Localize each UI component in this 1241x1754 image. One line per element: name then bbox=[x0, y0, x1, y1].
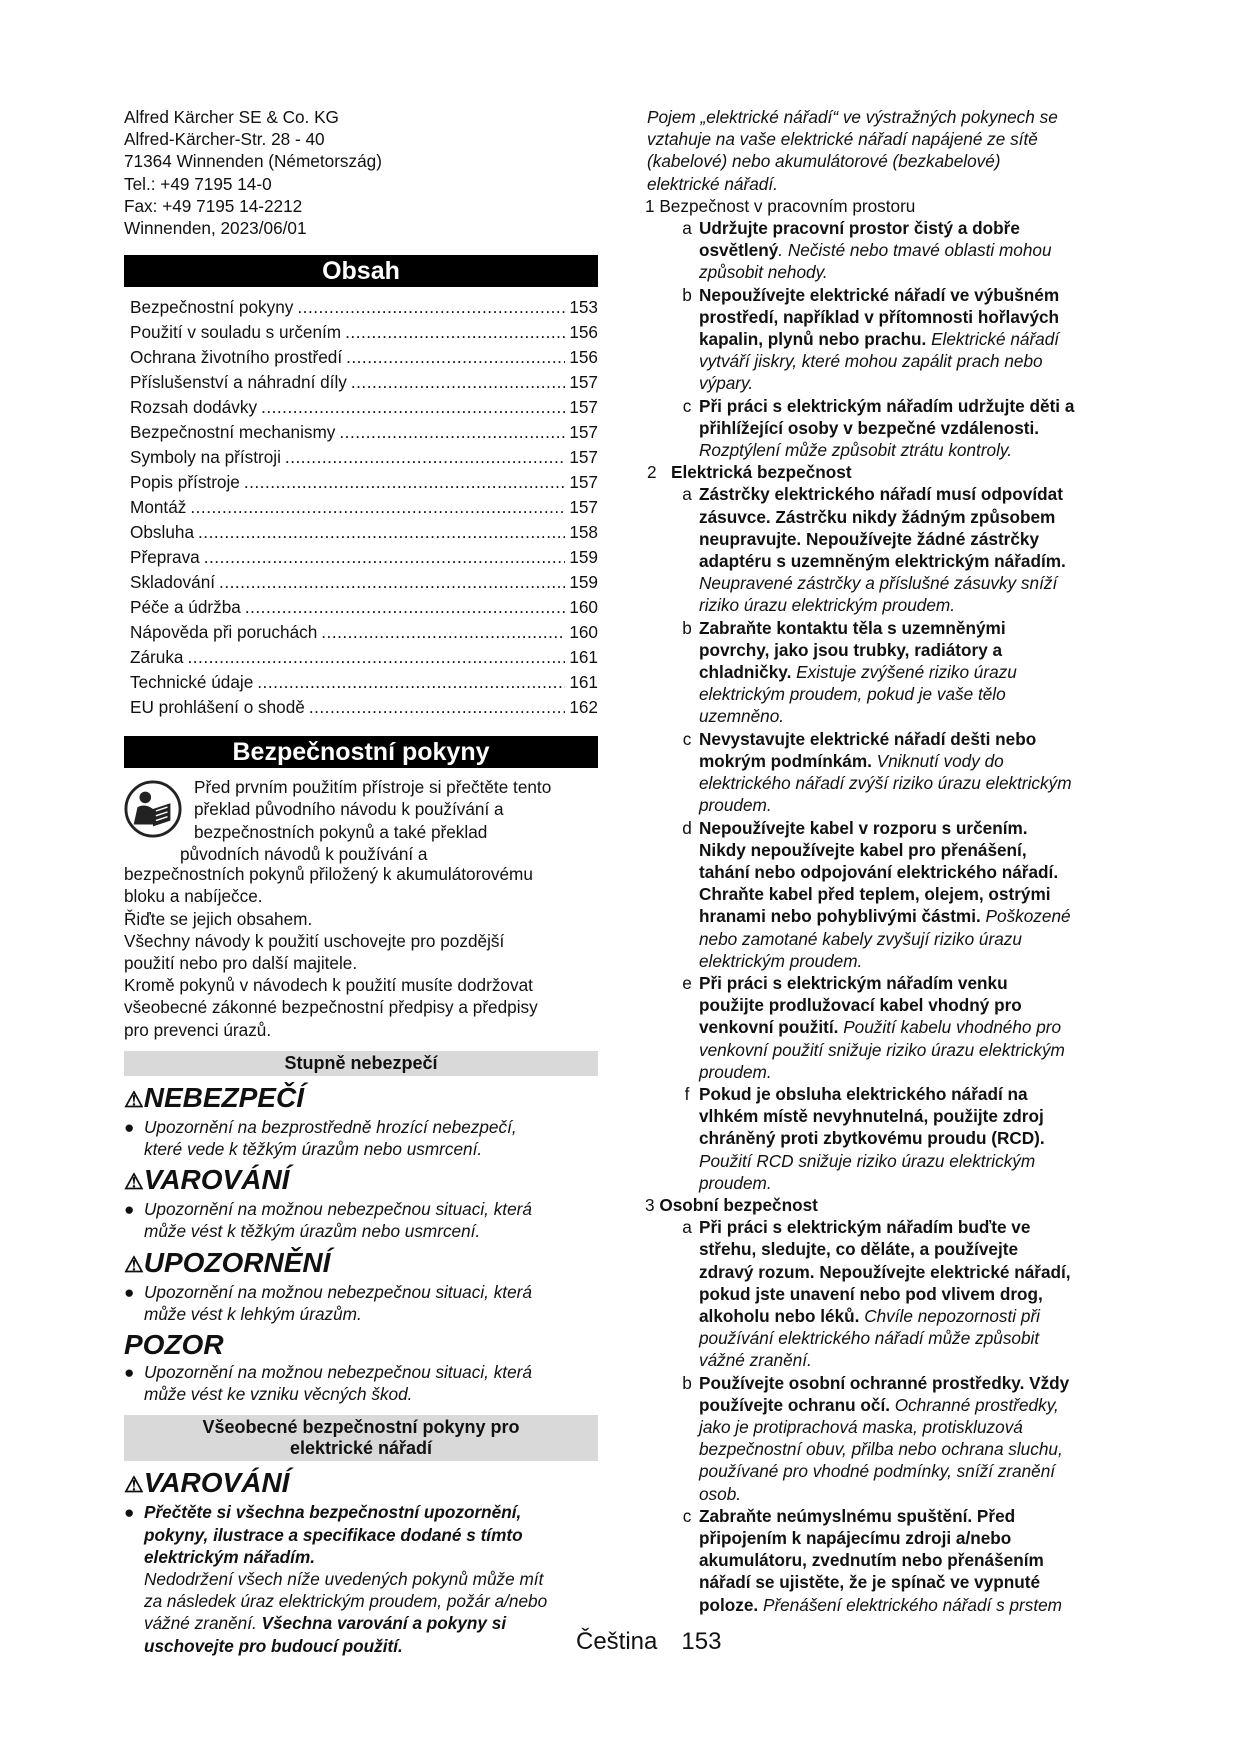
table-of-contents bbox=[124, 295, 598, 720]
bullet-icon: ● bbox=[124, 1281, 135, 1302]
rule-text: výpary. bbox=[699, 373, 754, 394]
toc-entry[interactable] bbox=[124, 670, 598, 695]
rule-text: Chvíle nepozornosti při bbox=[859, 1305, 1040, 1326]
rule-key: c bbox=[682, 395, 692, 416]
rule-text: uzemněno. bbox=[699, 706, 785, 727]
power-tool-definition bbox=[647, 106, 1127, 195]
toc-leader bbox=[204, 545, 566, 570]
hazard-text: Upozornění na možnou nebezpečnou situaci, která bbox=[144, 1362, 532, 1383]
toc-leader bbox=[339, 420, 565, 445]
toc-entry-page: 158 bbox=[569, 522, 598, 543]
rule-bold: Při práci s elektrickým nářadím udržujte děti a bbox=[699, 395, 1075, 416]
rule-bold: Zabraňte kontaktu těla s uzemněnými bbox=[699, 617, 1006, 638]
toc-entry-page: 156 bbox=[569, 322, 598, 343]
toc-entry-title: Rozsah dodávky bbox=[130, 397, 258, 418]
toc-entry[interactable] bbox=[124, 420, 598, 445]
intro-line: bloku a nabíječce. bbox=[124, 886, 263, 907]
rule-bold: chladničky. bbox=[699, 662, 792, 683]
toc-entry-page: 160 bbox=[569, 622, 598, 643]
general-bold-line: uschovejte pro budoucí použití. bbox=[144, 1635, 403, 1656]
intro-line: Všechny návody k použití uschovejte pro pozdější bbox=[124, 930, 505, 951]
rule-bold: použijte prodlužovací kabel vhodný pro bbox=[699, 995, 1022, 1016]
read-manual-line: původních návodů k používání a bbox=[180, 843, 428, 864]
toc-entry-page: 160 bbox=[569, 597, 598, 618]
section-title: Osobní bezpečnost bbox=[659, 1194, 818, 1215]
rule-text: Existuje zvýšené riziko úrazu bbox=[791, 662, 1017, 683]
warning-triangle-icon: ⚠ bbox=[124, 1251, 144, 1277]
general-safety-title-line: elektrické nářadí bbox=[289, 1438, 433, 1459]
read-manual-line: Před prvním použitím přístroje si přečtěte tento bbox=[194, 777, 552, 798]
rule-bold: mokrým podmínkám. bbox=[699, 750, 872, 771]
rule-text: proudem. bbox=[699, 1172, 772, 1193]
rule-bold: Pokud je obsluha elektrického nářadí na bbox=[699, 1083, 1028, 1104]
section-number: 3 bbox=[645, 1194, 655, 1215]
page-number: 153 bbox=[681, 1628, 722, 1655]
rule-bold: vlhkém místě nevyhnutelná, použijte zdroj bbox=[699, 1106, 1044, 1127]
rule-bold: nářadí se ujistěte, že je spínač ve vypnuté bbox=[699, 1572, 1041, 1593]
page-footer bbox=[576, 1628, 721, 1656]
intro-line: všeobecné zákonné bezpečnostní předpisy a předpisy bbox=[124, 997, 538, 1018]
read-manual-icon bbox=[124, 780, 182, 838]
rule-bold: zásuvce. Zástrčku nikdy žádným způsobem bbox=[699, 506, 1056, 527]
rule-text: vážné zranění. bbox=[699, 1350, 812, 1371]
rule-bold: přihlížející osoby v bezpečné vzdálenosti. bbox=[699, 417, 1040, 438]
toc-entry-title: Popis přístroje bbox=[130, 472, 240, 493]
rule-bold: Používejte osobní ochranné prostředky. Vždy bbox=[699, 1372, 1070, 1393]
address-line: Alfred Kärcher SE & Co. KG bbox=[124, 107, 339, 127]
bullet-icon: ● bbox=[124, 1362, 135, 1383]
toc-entry-title: Technické údaje bbox=[130, 672, 254, 693]
toc-leader bbox=[297, 295, 565, 320]
rule-bold: Nepoužívejte elektrické nářadí ve výbušném bbox=[699, 284, 1060, 305]
toc-entry-page: 161 bbox=[569, 672, 598, 693]
definition-line: (kabelové) nebo akumulátorové (bezkabelové) bbox=[647, 151, 1001, 172]
toc-entry-title: Montáž bbox=[130, 497, 187, 518]
toc-leader bbox=[198, 520, 565, 545]
rule-bold: chráněný proti zbytkovému proudu (RCD). bbox=[699, 1128, 1045, 1149]
toc-leader bbox=[244, 470, 565, 495]
rule-text: vytváří jiskry, které mohou zapálit prach nebo bbox=[699, 351, 1043, 372]
toc-entry-page: 162 bbox=[569, 697, 598, 718]
toc-entry-page: 156 bbox=[569, 347, 598, 368]
toc-entry[interactable] bbox=[124, 570, 598, 595]
toc-entry[interactable] bbox=[124, 495, 598, 520]
read-manual-line: bezpečnostních pokynů a také překlad bbox=[194, 821, 488, 842]
rule-key: b bbox=[682, 617, 692, 638]
section-heading bbox=[645, 195, 1127, 217]
rule-text: Elektrické nářadí bbox=[926, 329, 1060, 350]
read-manual-line: překlad původního návodu k používání a bbox=[194, 799, 504, 820]
rule-bold: střehu, sledujte, co děláte, a používejte bbox=[699, 1239, 1019, 1260]
hazard-label: POZOR bbox=[124, 1329, 224, 1361]
toc-entry-title: Obsluha bbox=[130, 522, 195, 543]
rule-item bbox=[675, 1372, 1127, 1505]
hazard-label: VAROVÁNÍ bbox=[143, 1467, 290, 1499]
rule-bold: venkovní použití. bbox=[699, 1017, 839, 1038]
rule-bold: Udržujte pracovní prostor čistý a dobře bbox=[699, 218, 1020, 239]
warning-triangle-icon: ⚠ bbox=[124, 1169, 144, 1195]
rule-item bbox=[675, 217, 1127, 284]
intro-line: bezpečnostních pokynů přiložený k akumulátorovému bbox=[124, 864, 533, 885]
rule-bold: alkoholu nebo léků. bbox=[699, 1305, 860, 1326]
rule-bold: Chraňte kabel před teplem, olejem, ostrými bbox=[699, 884, 1051, 905]
rule-key: d bbox=[682, 817, 692, 838]
safety-intro bbox=[124, 863, 598, 1041]
rule-text: jako je protiprachová maska, protiskluzová bbox=[699, 1416, 1023, 1437]
address-line: Tel.: +49 7195 14-0 bbox=[124, 173, 272, 194]
rule-text: proudem. bbox=[699, 795, 772, 816]
general-bold-line: pokyny, ilustrace a specifikace dodané s tímto bbox=[144, 1524, 523, 1545]
bullet-icon: ● bbox=[124, 1502, 135, 1523]
toc-entry-title: Záruka bbox=[130, 647, 184, 668]
rule-text: způsobit nehody. bbox=[699, 262, 828, 283]
toc-entry-page: 159 bbox=[569, 572, 598, 593]
general-warning-bullet bbox=[124, 1501, 598, 1656]
rule-text: osob. bbox=[699, 1483, 742, 1504]
rule-item bbox=[675, 284, 1127, 395]
rule-bold: Při práci s elektrickým nářadím venku bbox=[699, 972, 1008, 993]
read-manual-block bbox=[124, 776, 598, 866]
warning-triangle-icon: ⚠ bbox=[124, 1086, 144, 1112]
toc-entry[interactable] bbox=[124, 520, 598, 545]
definition-line: vztahuje na vaše elektrické nářadí napájené ze sítě bbox=[647, 129, 1038, 150]
section-title: Bezpečnost v pracovním prostoru bbox=[659, 195, 916, 216]
toc-leader bbox=[346, 345, 565, 370]
toc-leader bbox=[309, 695, 565, 720]
rule-text: proudem. bbox=[699, 1061, 772, 1082]
toc-entry-page: 157 bbox=[569, 472, 598, 493]
toc-entry[interactable] bbox=[124, 320, 598, 345]
toc-entry-page: 157 bbox=[569, 447, 598, 468]
toc-entry-title: Péče a údržba bbox=[130, 597, 241, 618]
hazard-level bbox=[124, 1082, 598, 1160]
rule-key: a bbox=[682, 218, 692, 239]
hazard-text: Upozornění na bezprostředně hrozící nebezpečí, bbox=[144, 1116, 517, 1137]
rule-text: Poškozené bbox=[980, 906, 1071, 927]
toc-leader bbox=[257, 670, 565, 695]
rule-bold: Nikdy nepoužívejte kabel pro přenášení, bbox=[699, 839, 1027, 860]
toc-entry-title: Bezpečnostní mechanismy bbox=[130, 422, 336, 443]
general-bold-line: Všechna varování a pokyny si bbox=[261, 1613, 507, 1634]
toc-entry-page: 157 bbox=[569, 372, 598, 393]
rule-bold: Zástrčky elektrického nářadí musí odpovídat bbox=[699, 484, 1063, 505]
toc-entry-page: 157 bbox=[569, 397, 598, 418]
address-block bbox=[124, 106, 598, 239]
rule-bold: prostředí, například v přítomnosti hořlavých bbox=[699, 306, 1060, 327]
section-number: 2 bbox=[647, 462, 657, 483]
rule-bold: adaptéru s uzemněným elektrickým nářadím. bbox=[699, 551, 1066, 572]
right-column bbox=[647, 106, 1127, 1616]
toc-leader bbox=[188, 645, 566, 670]
rule-item bbox=[675, 395, 1127, 462]
rule-text: elektrickým proudem, pokud je vaše tělo bbox=[699, 684, 1006, 705]
toc-entry-page: 157 bbox=[569, 422, 598, 443]
general-bold-line: elektrickým nářadím. bbox=[144, 1546, 316, 1567]
rule-text: venkovní použití snižuje riziko úrazu elektrickým bbox=[699, 1039, 1065, 1060]
rule-key: a bbox=[682, 1217, 692, 1238]
rule-bold: tahání nebo odpojování elektrického nářadí. bbox=[699, 861, 1059, 882]
rule-bold: poloze. bbox=[699, 1594, 759, 1615]
toc-leader bbox=[190, 495, 565, 520]
toc-leader bbox=[285, 445, 565, 470]
rule-bold: akumulátoru, zvednutím nebo přenášením bbox=[699, 1550, 1044, 1571]
hazard-level bbox=[124, 1247, 598, 1325]
rule-text: Rozptýlení může způsobit ztrátu kontroly. bbox=[699, 440, 1013, 461]
rule-item bbox=[675, 1216, 1127, 1371]
rule-key: a bbox=[682, 484, 692, 505]
toc-entry-title: Použití v souladu s určením bbox=[130, 322, 342, 343]
section-title: Elektrická bezpečnost bbox=[671, 462, 852, 483]
toc-leader bbox=[345, 320, 565, 345]
rule-key: b bbox=[682, 1372, 692, 1393]
general-text-line: vážné zranění. bbox=[144, 1613, 262, 1634]
toc-entry-page: 161 bbox=[569, 647, 598, 668]
toc-entry[interactable] bbox=[124, 370, 598, 395]
rule-item bbox=[675, 728, 1127, 817]
rule-bold: zdravý rozum. Nepoužívejte elektrické nářadí, bbox=[699, 1261, 1071, 1282]
toc-entry[interactable] bbox=[124, 545, 598, 570]
rule-text: Použití kabelu vhodného pro bbox=[838, 1017, 1062, 1038]
toc-entry-page: 153 bbox=[569, 297, 598, 318]
rule-key: f bbox=[684, 1083, 690, 1104]
rule-bold: neupravujte. Nepoužívejte žádné zástrčky bbox=[699, 528, 1040, 549]
rule-item bbox=[675, 1083, 1127, 1194]
hazard-label: VAROVÁNÍ bbox=[143, 1164, 290, 1196]
toc-entry-title: Bezpečnostní pokyny bbox=[130, 297, 294, 318]
rule-text: riziko úrazu elektrickým proudem. bbox=[699, 595, 955, 616]
toc-entry[interactable] bbox=[124, 645, 598, 670]
toc-entry[interactable] bbox=[124, 445, 598, 470]
rule-bold: Nepoužívejte kabel v rozporu s určením. bbox=[699, 817, 1028, 838]
hazard-label: NEBEZPEČÍ bbox=[143, 1081, 304, 1113]
toc-entry[interactable] bbox=[124, 695, 598, 720]
rule-item bbox=[675, 1505, 1127, 1616]
rule-bold: Nevystavujte elektrické nářadí dešti nebo bbox=[699, 728, 1037, 749]
rule-text: Přenášení elektrického nářadí s prstem bbox=[758, 1594, 1062, 1615]
rule-item bbox=[675, 972, 1127, 1083]
intro-line: Řiďte se jejich obsahem. bbox=[124, 908, 313, 929]
rule-key: c bbox=[682, 1505, 692, 1526]
rule-text: Použití RCD snižuje riziko úrazu elektrickým bbox=[699, 1150, 1036, 1171]
rule-key: b bbox=[682, 284, 692, 305]
toc-entry[interactable] bbox=[124, 470, 598, 495]
toc-entry-title: Skladování bbox=[130, 572, 216, 593]
rule-text: používané pro vhodné podmínky, sníží zranění bbox=[699, 1461, 1056, 1482]
toc-entry-page: 157 bbox=[569, 497, 598, 518]
rule-item bbox=[675, 483, 1127, 616]
toc-entry-title: Symboly na přístroji bbox=[130, 447, 281, 468]
toc-leader bbox=[245, 595, 565, 620]
rule-item bbox=[675, 817, 1127, 972]
rule-text: Ochranné prostředky, bbox=[890, 1394, 1059, 1415]
toc-entry[interactable] bbox=[124, 345, 598, 370]
rule-text: elektrického nářadí zvýší riziko úrazu elektrickým bbox=[699, 773, 1072, 794]
toc-entry-page: 159 bbox=[569, 547, 598, 568]
address-line: 71364 Winnenden (Németország) bbox=[124, 151, 382, 172]
rule-bold: osvětlený bbox=[699, 240, 779, 261]
rule-bold: Při práci s elektrickým nářadím buďte ve bbox=[699, 1217, 1031, 1238]
rule-bold: používejte ochranu očí. bbox=[699, 1394, 891, 1415]
intro-line: použití nebo pro další majitele. bbox=[124, 953, 358, 974]
definition-line: elektrické nářadí. bbox=[647, 173, 778, 194]
safety-section-title: Bezpečnostní pokyny bbox=[124, 736, 598, 768]
section-heading bbox=[645, 1194, 1127, 1216]
intro-line: pro prevenci úrazů. bbox=[124, 1019, 272, 1040]
hazard-text: může vést k těžkým úrazům nebo usmrcení. bbox=[144, 1221, 481, 1242]
hazard-text: Upozornění na možnou nebezpečnou situaci, která bbox=[144, 1281, 532, 1302]
toc-leader bbox=[321, 620, 565, 645]
rule-key: e bbox=[682, 972, 692, 993]
rule-item bbox=[675, 617, 1127, 728]
toc-entry-title: Přeprava bbox=[130, 547, 200, 568]
rule-bold: hranami nebo pohyblivými částmi. bbox=[699, 906, 981, 927]
toc-leader bbox=[261, 395, 565, 420]
toc-entry-title: Ochrana životního prostředí bbox=[130, 347, 343, 368]
toc-entry-title: Nápověda při poruchách bbox=[130, 622, 318, 643]
rule-bold: připojením k napájecímu zdroji a/nebo bbox=[699, 1528, 1012, 1548]
toc-leader bbox=[219, 570, 565, 595]
hazard-levels-title: Stupně nebezpečí bbox=[124, 1051, 598, 1076]
rule-text: elektrickým proudem. bbox=[699, 950, 863, 971]
general-text-line: za následek úraz elektrickým proudem, požár a/nebo bbox=[144, 1591, 548, 1612]
hazard-text: Upozornění na možnou nebezpečnou situaci, která bbox=[144, 1199, 532, 1220]
toc-entry-title: Příslušenství a náhradní díly bbox=[130, 372, 347, 393]
toc-entry[interactable] bbox=[124, 295, 598, 320]
rule-bold: kapalin, plynů nebo prachu. bbox=[699, 329, 927, 350]
toc-entry[interactable] bbox=[124, 395, 598, 420]
rule-key: c bbox=[682, 728, 692, 749]
hazard-label: UPOZORNĚNÍ bbox=[143, 1246, 331, 1278]
hazard-text: může vést ke vzniku věcných škod. bbox=[144, 1384, 413, 1405]
hazard-text: které vede k těžkým úrazům nebo usmrcení. bbox=[144, 1139, 483, 1160]
address-line: Winnenden, 2023/06/01 bbox=[124, 218, 307, 239]
rule-text: Vniknutí vody do bbox=[871, 750, 1004, 771]
toc-leader bbox=[351, 370, 565, 395]
toc-entry[interactable] bbox=[124, 595, 598, 620]
section-number: 1 bbox=[645, 195, 655, 216]
address-line: Alfred-Kärcher-Str. 28 - 40 bbox=[124, 129, 325, 150]
rule-bold: pokud jste unavení nebo pod vlivem drog, bbox=[699, 1283, 1043, 1304]
toc-entry-title: EU prohlášení o shodě bbox=[130, 697, 305, 718]
rule-text: bezpečnostní obuv, přilba nebo ochrana sluchu, bbox=[699, 1439, 1063, 1460]
hazard-level bbox=[124, 1329, 598, 1405]
bullet-icon: ● bbox=[124, 1116, 135, 1137]
general-bold-line: Přečtěte si všechna bezpečnostní upozornění, bbox=[144, 1502, 522, 1523]
rule-bold: povrchy, jako jsou trubky, radiátory a bbox=[699, 639, 1003, 660]
general-safety-title bbox=[124, 1415, 598, 1461]
footer-language: Čeština bbox=[576, 1628, 658, 1655]
intro-line: Kromě pokynů v návodech k použití musíte dodržovat bbox=[124, 975, 533, 996]
warning-triangle-icon: ⚠ bbox=[124, 1472, 144, 1498]
general-safety-title-line: Všeobecné bezpečnostní pokyny pro bbox=[202, 1417, 520, 1438]
definition-line: Pojem „elektrické nářadí“ ve výstražných pokynech se bbox=[647, 107, 1058, 127]
hazard-level bbox=[124, 1164, 598, 1242]
general-text-line: Nedodržení všech níže uvedených pokynů může mít bbox=[144, 1569, 544, 1590]
rule-text: . Nečisté nebo tmavé oblasti mohou bbox=[778, 240, 1052, 261]
rule-text: používání elektrického nářadí může způsobit bbox=[699, 1328, 1040, 1349]
rule-text: Neupravené zástrčky a příslušné zásuvky sníží bbox=[699, 573, 1058, 594]
rule-text: nebo zamotané kabely zvyšují riziko úrazu bbox=[699, 928, 1022, 949]
bullet-icon: ● bbox=[124, 1199, 135, 1220]
left-column bbox=[124, 106, 598, 1657]
rule-bold: Zabraňte neúmyslnému spuštění. Před bbox=[699, 1505, 1016, 1526]
hazard-text: může vést k lehkým úrazům. bbox=[144, 1303, 362, 1324]
section-heading bbox=[647, 461, 1127, 483]
toc-title: Obsah bbox=[124, 255, 598, 287]
address-line: Fax: +49 7195 14-2212 bbox=[124, 195, 303, 216]
toc-entry[interactable] bbox=[124, 620, 598, 645]
